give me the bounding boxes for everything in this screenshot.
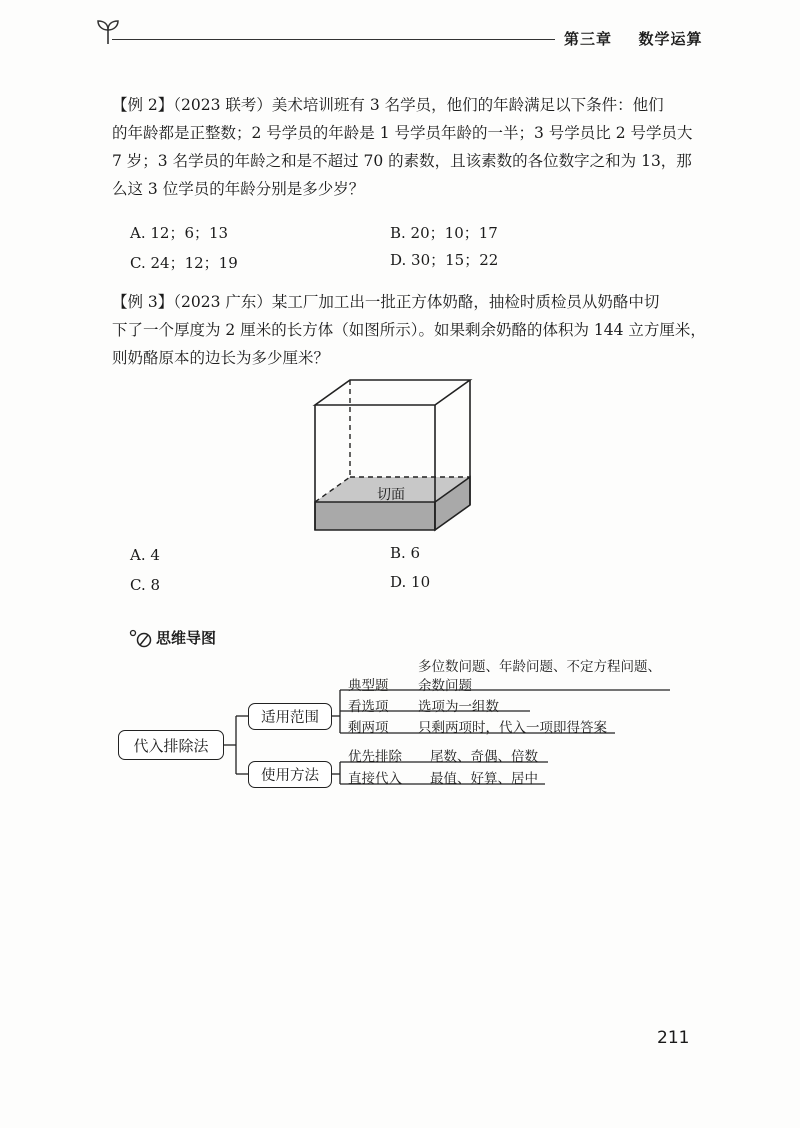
cut-slice-front [315, 502, 435, 530]
mindmap-key-two-left: 剩两项 [348, 720, 389, 736]
example-2-line-1: 【例 2】（2023 联考）美术培训班有 3 名学员，他们的年龄满足以下条件：他们 [112, 96, 664, 114]
mindmap-branch-method: 使用方法 [248, 761, 332, 788]
mindmap-value-exclude-first: 尾数、奇偶、倍数 [430, 749, 538, 765]
example-2-option-a: A. 12；6；13 [130, 224, 229, 242]
mindmap-key-typical: 典型题 [348, 678, 389, 694]
mindmap-value-typical-2: 余数问题 [418, 678, 472, 694]
mindmap-value-options: 选项为一组数 [418, 699, 499, 715]
example-3-line-1: 【例 3】（2023 广东）某工厂加工出一批正方体奶酪，抽检时质检员从奶酪中切 [112, 293, 660, 311]
mindmap-key-direct: 直接代入 [348, 771, 402, 787]
example-2-line-4: 么这 3 位学员的年龄分别是多少岁？ [112, 180, 365, 198]
example-2-line-2: 的年龄都是正整数；2 号学员的年龄是 1 号学员年龄的一半；3 号学员比 2 号学员大 [112, 124, 693, 142]
example-3-line-2: 下了一个厚度为 2 厘米的长方体（如图所示）。如果剩余奶酪的体积为 144 立方厘米， [112, 321, 706, 339]
header-rule [112, 39, 555, 40]
example-3-tag: 【例 3】 [112, 293, 174, 311]
cheese-cube-figure [300, 370, 500, 535]
example-2-line-3: 7 岁；3 名学员的年龄之和是不超过 70 的素数，且该素数的各位数字之和为 13，那 [112, 152, 692, 170]
example-2-option-d: D. 30；15；22 [390, 251, 499, 269]
example-3-line-3: 则奶酪原本的边长为多少厘米？ [112, 349, 330, 367]
example-2-option-b: B. 20；10；17 [390, 224, 498, 242]
cut-face-label: 切面 [377, 487, 405, 503]
mindmap-root: 代入排除法 [118, 730, 224, 760]
chapter-label: 第三章 [564, 30, 613, 48]
mindmap-key-options: 看选项 [348, 699, 389, 715]
mindmap-branch-scope: 适用范围 [248, 703, 332, 730]
chapter-title: 数学运算 [638, 30, 703, 48]
mindmap-value-two-left: 只剩两项时，代入一项即得答案 [418, 720, 607, 736]
mindmap-key-exclude-first: 优先排除 [348, 749, 402, 765]
mindmap-value-typical-1: 多位数问题、年龄问题、不定方程问题、 [418, 659, 661, 675]
example-2-question [112, 91, 693, 203]
mindmap-heading: 思维导图 [156, 629, 217, 647]
header [0, 0, 800, 60]
sprout-icon [94, 16, 122, 46]
example-3-option-c: C. 8 [130, 576, 161, 594]
example-2-option-c: C. 24；12；19 [130, 254, 238, 272]
example-2-tag: 【例 2】 [112, 96, 174, 114]
example-3-option-a: A. 4 [130, 546, 160, 564]
mindmap-value-direct: 最值、好算、居中 [430, 771, 538, 787]
example-3-option-b: B. 6 [390, 544, 421, 562]
example-3-question [112, 288, 706, 372]
page-number: 211 [657, 1028, 690, 1048]
example-3-option-d: D. 10 [390, 573, 431, 591]
